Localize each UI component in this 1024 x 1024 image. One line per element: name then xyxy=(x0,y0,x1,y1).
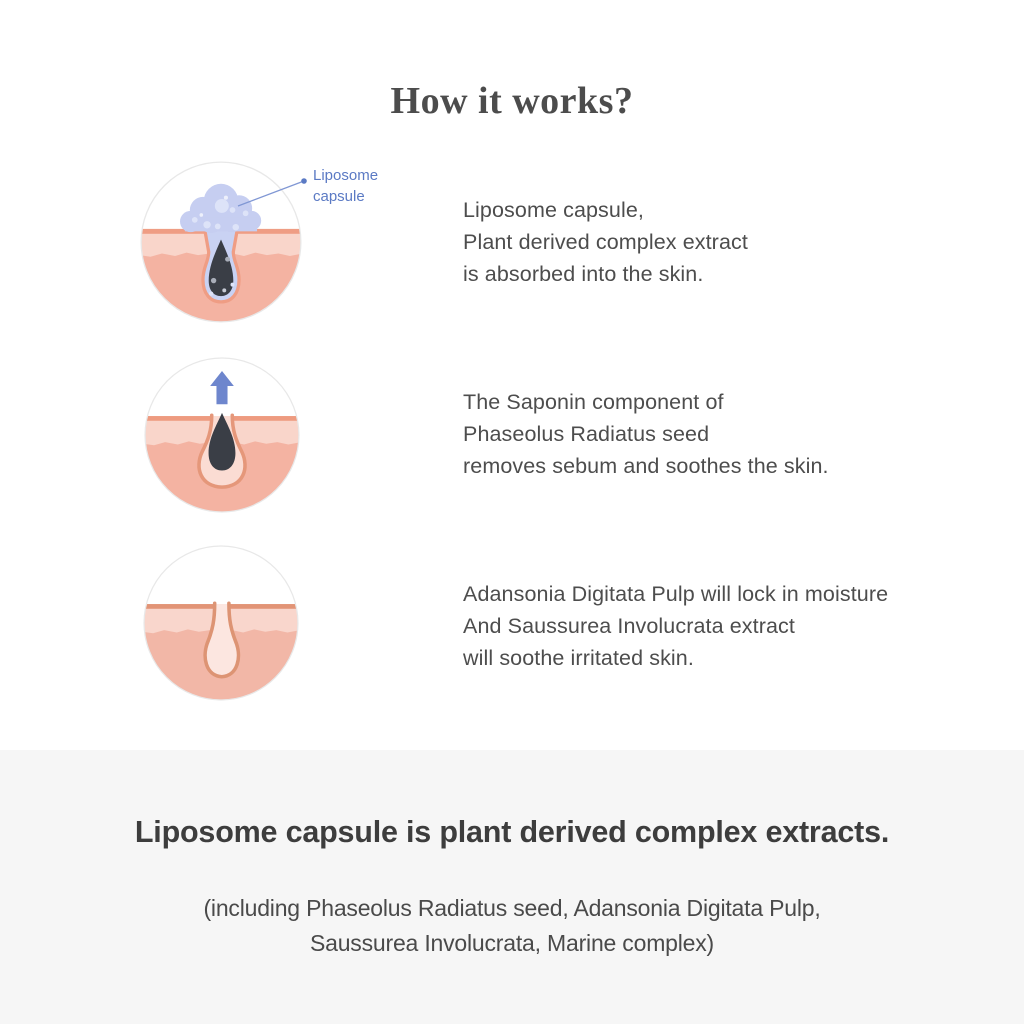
footer-subline: Saussurea Involucrata, Marine complex) xyxy=(309,930,715,956)
description-line: Phaseolus Radiatus seed xyxy=(463,422,710,446)
description-line: will soothe irritated skin. xyxy=(463,646,694,670)
description-line: Plant derived complex extract xyxy=(463,230,748,254)
description-line: And Saussurea Involucrata extract xyxy=(463,614,795,638)
step-1-description xyxy=(463,194,748,290)
step-2-description xyxy=(463,386,829,482)
description-line: Liposome capsule, xyxy=(463,198,644,222)
callout-pointer-line xyxy=(230,172,312,214)
page-title: How it works? xyxy=(390,80,634,122)
step-3-description xyxy=(463,578,888,674)
description-line: is absorbed into the skin. xyxy=(463,262,704,286)
footer-headline: Liposome capsule is plant derived complex extracts. xyxy=(134,815,890,849)
liposome-capsule-callout: Liposome capsule xyxy=(313,167,379,205)
clean-pore-illustration xyxy=(142,544,300,702)
description-line: The Saponin component of xyxy=(463,390,724,414)
description-line: Adansonia Digitata Pulp will lock in moisture xyxy=(463,582,889,606)
footer-summary xyxy=(0,750,1024,1024)
footer-subtext xyxy=(0,891,1024,961)
sebum-removal-illustration xyxy=(143,356,301,514)
description-line: removes sebum and soothes the skin. xyxy=(463,454,829,478)
footer-subline: (including Phaseolus Radiatus seed, Adansonia Digitata Pulp, xyxy=(203,895,821,921)
